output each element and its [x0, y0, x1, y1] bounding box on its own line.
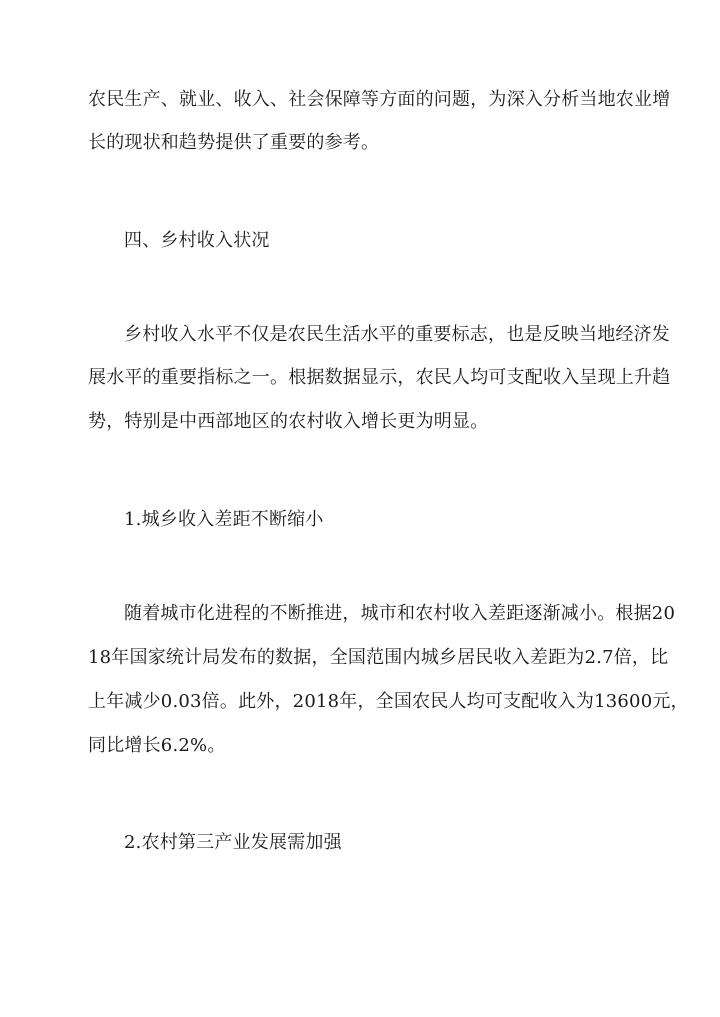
paragraph-2-line-3: 势，特别是中西部地区的农村收入增长更为明显。	[88, 411, 489, 432]
subheading-2: 2.农村第三产业发展需加强	[124, 832, 342, 853]
paragraph-3-line-2: 18年国家统计局发布的数据，全国范围内城乡居民收入差距为2.7倍，比	[88, 647, 669, 668]
paragraph-1-line-1: 农民生产、就业、收入、社会保障等方面的问题，为深入分析当地农业增	[88, 89, 671, 110]
paragraph-3-line-1: 随着城市化进程的不断推进，城市和农村收入差距逐渐减小。根据20	[124, 603, 676, 624]
subheading-1: 1.城乡收入差距不断缩小	[124, 509, 324, 530]
paragraph-3-line-4: 同比增长6.2%。	[88, 735, 226, 756]
paragraph-2-line-1: 乡村收入水平不仅是农民生活水平的重要标志，也是反映当地经济发	[124, 324, 670, 345]
paragraph-2-line-2: 展水平的重要指标之一。根据数据显示，农民人均可支配收入呈现上升趋	[88, 367, 671, 388]
paragraph-1-line-2: 长的现状和趋势提供了重要的参考。	[88, 132, 380, 153]
section-heading-4: 四、乡村收入状况	[124, 230, 270, 251]
paragraph-3-line-3: 上年减少0.03倍。此外，2018年，全国农民人均可支配收入为13600元，	[88, 691, 689, 712]
